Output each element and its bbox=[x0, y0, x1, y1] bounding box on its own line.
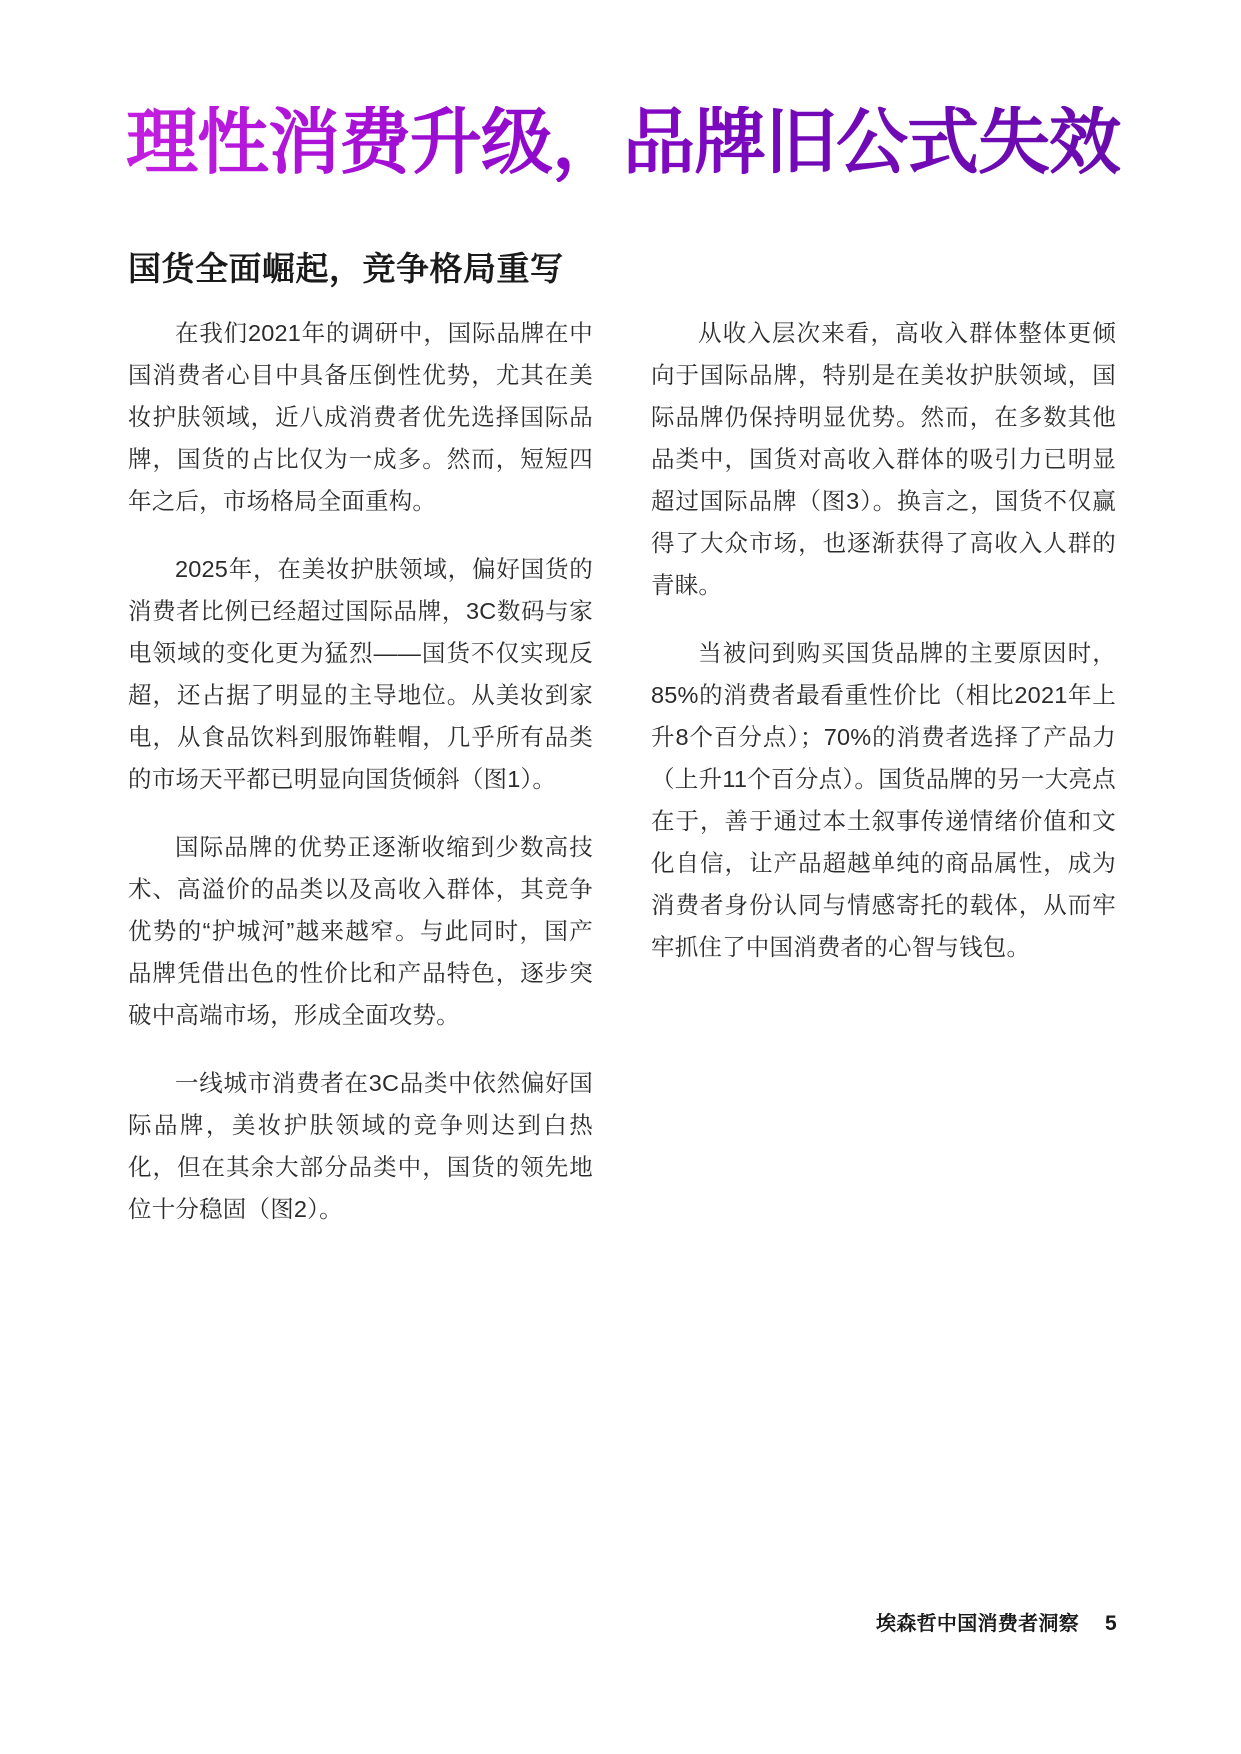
paragraph: 从收入层次来看，高收入群体整体更倾向于国际品牌，特别是在美妆护肤领域，国际品牌仍保持明显优势。然而，在多数其他品类中，国货对高收入群体的吸引力已明显超过国际品牌（图3）。换言之，国货不仅赢得了大众市场，也逐渐获得了高收入人群的青睐。 bbox=[651, 320, 1116, 598]
paragraph: 在我们2021年的调研中，国际品牌在中国消费者心目中具备压倒性优势，尤其在美妆护肤领域，近八成消费者优先选择国际品牌，国货的占比仅为一成多。然而，短短四年之后，市场格局全面重构。 bbox=[128, 320, 593, 514]
two-column-body bbox=[128, 312, 1116, 1230]
paragraph: 2025年，在美妆护肤领域，偏好国货的消费者比例已经超过国际品牌，3C数码与家电领域的变化更为猛烈——国货不仅实现反超，还占据了明显的主导地位。从美妆到家电，从食品饮料到服饰鞋帽，几乎所有品类的市场天平都已明显向国货倾斜（图1）。 bbox=[128, 556, 593, 792]
paragraph: 国际品牌的优势正逐渐收缩到少数高技术、高溢价的品类以及高收入群体，其竞争优势的“护城河”越来越窄。与此同时，国产品牌凭借出色的性价比和产品特色，逐步突破中高端市场，形成全面攻势。 bbox=[128, 834, 593, 1028]
paragraph: 当被问到购买国货品牌的主要原因时，85%的消费者最看重性价比（相比2021年上升8个百分点）；70%的消费者选择了产品力（上升11个百分点）。国货品牌的另一大亮点在于，善于通过本土叙事传递情绪价值和文化自信，让产品超越单纯的商品属性，成为消费者身份认同与情感寄托的载体，从而牢牢抓住了中国消费者的心智与钱包。 bbox=[651, 640, 1116, 960]
page-number: 5 bbox=[1105, 1612, 1117, 1635]
title-container bbox=[126, 103, 1126, 183]
paragraph: 一线城市消费者在3C品类中依然偏好国际品牌，美妆护肤领域的竞争则达到白热化，但在其余大部分品类中，国货的领先地位十分稳固（图2）。 bbox=[128, 1070, 593, 1222]
page-title: 理性消费升级，品牌旧公式失效 bbox=[126, 106, 1126, 182]
footer-source: 埃森哲中国消费者洞察 bbox=[876, 1613, 1080, 1635]
page-footer bbox=[876, 1607, 1117, 1636]
left-column bbox=[128, 312, 593, 1230]
section-subtitle: 国货全面崛起，竞争格局重写 bbox=[128, 250, 564, 287]
right-column bbox=[651, 312, 1116, 1230]
